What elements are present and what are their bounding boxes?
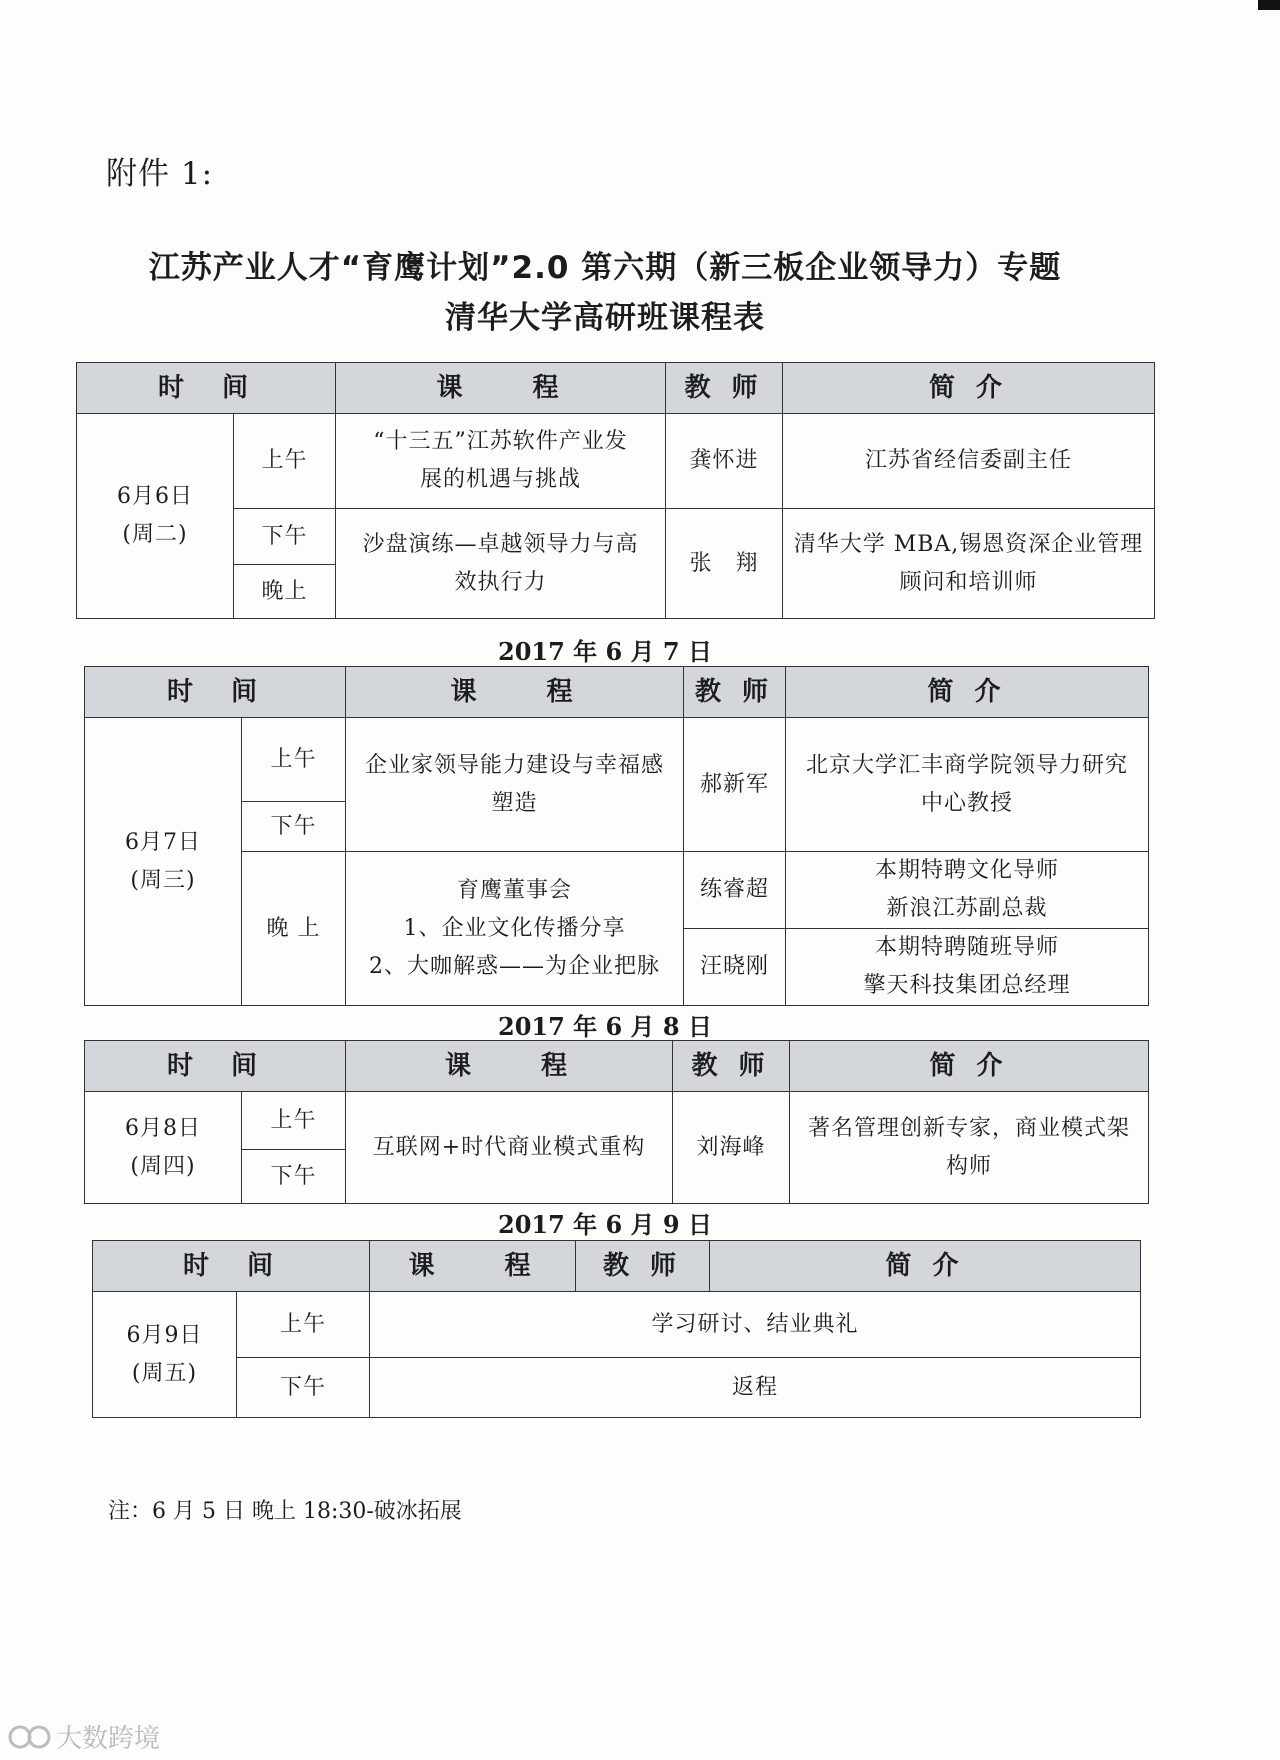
table-row — [93, 1358, 1141, 1418]
teacher-cell: 刘海峰 — [673, 1092, 790, 1204]
course-cell — [346, 718, 684, 852]
date-heading-june-7: 2017 年 6 月 7 日 — [498, 637, 712, 666]
header-course: 课 程 — [370, 1241, 576, 1292]
date: 6月8日 — [125, 1115, 201, 1141]
intro-line: 清华大学 MBA,锡恩资深企业管理 — [793, 531, 1144, 557]
watermark — [8, 1718, 160, 1755]
table-row — [77, 414, 1155, 509]
intro-cell — [786, 929, 1149, 1006]
intro-line: 北京大学汇丰商学院领导力研究 — [806, 752, 1129, 778]
period-afternoon: 下午 — [242, 1150, 346, 1204]
course-line: 沙盘演练—卓越领导力与高 — [362, 531, 639, 557]
weekday: (周二) — [122, 522, 188, 547]
course-cell — [346, 852, 684, 1006]
intro-cell — [786, 718, 1149, 852]
period-morning: 上午 — [237, 1292, 370, 1358]
table-header-row — [85, 667, 1149, 718]
table-header-row — [93, 1241, 1141, 1292]
header-time: 时 间 — [93, 1241, 370, 1292]
date-cell — [85, 1092, 242, 1204]
course-line: 企业家领导能力建设与幸福感 — [365, 752, 665, 778]
intro-cell — [786, 852, 1149, 929]
header-course: 课 程 — [336, 363, 666, 414]
teacher-cell: 龚怀进 — [666, 414, 783, 509]
scan-corner-mark — [1258, 0, 1280, 10]
date-heading-june-9: 2017 年 6 月 9 日 — [498, 1210, 712, 1239]
intro-line: 构师 — [946, 1153, 993, 1179]
course-line: 2、大咖解惑——为企业把脉 — [369, 953, 661, 979]
intro-line: 顾问和培训师 — [899, 569, 1038, 595]
teacher-cell: 张 翔 — [666, 509, 783, 619]
event-cell: 返程 — [370, 1358, 1141, 1418]
header-time: 时 间 — [77, 363, 336, 414]
event-cell: 学习研讨、结业典礼 — [370, 1292, 1141, 1358]
period-afternoon: 下午 — [242, 802, 346, 852]
document-title: 江苏产业人才“育鹰计划”2.0 第六期（新三板企业领导力）专题 — [148, 250, 1062, 286]
intro-line: 新浪江苏副总裁 — [886, 896, 1048, 921]
date-cell — [93, 1292, 237, 1418]
date: 6月7日 — [125, 829, 201, 855]
course-line: “十三五”江苏软件产业发 — [373, 429, 628, 454]
date: 6月6日 — [117, 484, 193, 509]
schedule-table-day3 — [84, 1040, 1149, 1204]
document-subtitle: 清华大学高研班课程表 — [445, 300, 765, 336]
teacher-cell: 练睿超 — [684, 852, 786, 929]
course-cell — [336, 509, 666, 619]
teacher-cell: 郝新军 — [684, 718, 786, 852]
schedule-table-day2 — [84, 666, 1149, 1006]
intro-line: 中心教授 — [921, 790, 1014, 816]
date-heading-june-8: 2017 年 6 月 8 日 — [498, 1012, 712, 1041]
header-teacher: 教 师 — [673, 1041, 790, 1092]
header-intro: 简 介 — [783, 363, 1155, 414]
watermark-text: 大数跨境 — [56, 1724, 161, 1754]
course-line: 1、企业文化传播分享 — [403, 915, 626, 941]
date-cell — [77, 414, 234, 619]
course-line: 展的机遇与挑战 — [420, 467, 582, 492]
header-teacher: 教 师 — [684, 667, 786, 718]
attachment-label: 附件 1: — [106, 156, 214, 192]
header-intro: 简 介 — [710, 1241, 1141, 1292]
table-header-row — [77, 363, 1155, 414]
header-intro: 简 介 — [790, 1041, 1149, 1092]
course-line: 塑造 — [491, 790, 538, 816]
course-line: 育鹰董事会 — [457, 877, 573, 903]
course-cell: 互联网+时代商业模式重构 — [346, 1092, 673, 1204]
schedule-table-day1 — [76, 362, 1155, 619]
header-teacher: 教 师 — [666, 363, 783, 414]
intro-cell — [790, 1092, 1149, 1204]
table-row — [85, 852, 1149, 929]
intro-line: 著名管理创新专家，商业模式架 — [808, 1115, 1131, 1141]
header-time: 时 间 — [85, 1041, 346, 1092]
period-morning: 上午 — [242, 718, 346, 802]
schedule-table-day4 — [92, 1240, 1141, 1418]
header-teacher: 教 师 — [576, 1241, 710, 1292]
course-cell — [336, 414, 666, 509]
period-afternoon: 下午 — [234, 509, 336, 565]
weekday: (周五) — [131, 1360, 198, 1386]
teacher-cell: 汪晓刚 — [684, 929, 786, 1006]
table-row — [85, 1092, 1149, 1150]
table-header-row — [85, 1041, 1149, 1092]
header-course: 课 程 — [346, 667, 684, 718]
table-row — [93, 1292, 1141, 1358]
header-intro: 简 介 — [786, 667, 1149, 718]
table-row — [77, 509, 1155, 565]
period-morning: 上午 — [242, 1092, 346, 1150]
watermark-logo-icon — [8, 1722, 52, 1752]
weekday: (周三) — [130, 867, 196, 893]
date: 6月9日 — [126, 1322, 203, 1348]
intro-cell — [783, 509, 1155, 619]
course-line: 效执行力 — [454, 569, 547, 595]
intro-cell: 江苏省经信委副主任 — [783, 414, 1155, 509]
footnote: 注：6 月 5 日 晚上 18:30-破冰拓展 — [108, 1499, 462, 1524]
period-morning: 上午 — [234, 414, 336, 509]
period-evening: 晚上 — [234, 565, 336, 619]
period-afternoon: 下午 — [237, 1358, 370, 1418]
period-evening: 晚 上 — [242, 852, 346, 1006]
intro-line: 擎天科技集团总经理 — [863, 973, 1071, 998]
date-cell — [85, 718, 242, 1006]
table-row — [85, 718, 1149, 802]
header-course: 课 程 — [346, 1041, 673, 1092]
intro-line: 本期特聘文化导师 — [875, 858, 1060, 883]
weekday: (周四) — [130, 1153, 196, 1179]
header-time: 时 间 — [85, 667, 346, 718]
intro-line: 本期特聘随班导师 — [875, 935, 1060, 960]
